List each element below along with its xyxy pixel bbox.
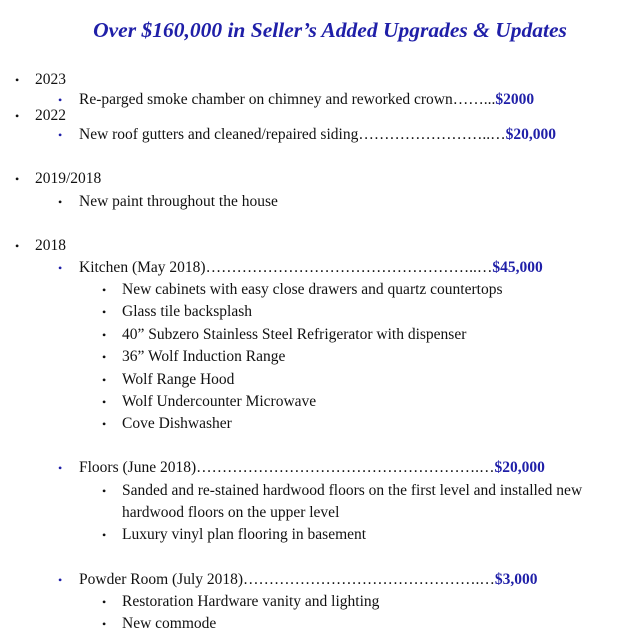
bullet-icon: • (102, 350, 107, 364)
item-text: New paint throughout the house (79, 193, 278, 210)
sub-item-text: New commode (122, 615, 217, 632)
leader-dots: ……………………………………….… (243, 571, 495, 588)
sub-item-text: Wolf Undercounter Microwave (122, 393, 317, 410)
year-label: 2019/2018 (35, 170, 102, 187)
bullet-icon: • (102, 595, 107, 609)
sub-item-text: Luxury vinyl plan flooring in basement (122, 526, 367, 543)
item-text: New roof gutters and cleaned/repaired siding (79, 126, 359, 143)
sub-item-text: hardwood floors on the upper level (122, 504, 340, 521)
bullet-icon: • (58, 461, 63, 475)
bullet-icon: • (15, 239, 20, 253)
bullet-icon: • (102, 617, 107, 631)
bullet-icon: • (58, 261, 63, 275)
year-label: 2023 (35, 71, 66, 88)
sub-item-text: New cabinets with easy close drawers and quartz countertops (122, 281, 503, 298)
item-text: Re-parged smoke chamber on chimney and reworked crown (79, 91, 453, 108)
sub-item-text: 36” Wolf Induction Range (122, 348, 286, 365)
leader-dots: ……………………..… (358, 126, 506, 143)
page-title: Over $160,000 in Seller’s Added Upgrades & Updates (93, 18, 567, 42)
item-text: Kitchen (May 2018) (79, 259, 206, 276)
bullet-icon: • (58, 573, 63, 587)
bullet-icon: • (15, 172, 20, 186)
sub-item-text: Cove Dishwasher (122, 415, 232, 432)
sub-item-text: Sanded and re-stained hardwood floors on the first level and installed new (122, 482, 583, 499)
item-price: $2000 (495, 91, 535, 108)
bullet-icon: • (102, 528, 107, 542)
item-price: $20,000 (494, 459, 545, 476)
bullet-icon: • (58, 195, 63, 209)
item-text: Floors (June 2018) (79, 459, 197, 476)
bullet-icon: • (102, 305, 107, 319)
sub-item-text: Glass tile backsplash (122, 303, 253, 320)
bullet-icon: • (102, 395, 107, 409)
item-price: $20,000 (505, 126, 556, 143)
bullet-icon: • (15, 73, 20, 87)
sub-item-text: Restoration Hardware vanity and lighting (122, 593, 380, 610)
item-price: $3,000 (494, 571, 538, 588)
year-label: 2018 (35, 237, 66, 254)
bullet-icon: • (58, 93, 63, 107)
item-text: Powder Room (July 2018) (79, 571, 244, 588)
bullet-icon: • (102, 484, 107, 498)
bullet-icon: • (15, 109, 20, 123)
item-price: $45,000 (492, 259, 543, 276)
bullet-icon: • (102, 328, 107, 342)
bullet-icon: • (58, 128, 63, 142)
leader-dots: ……………………………………………….… (196, 459, 495, 476)
sub-item-text: 40” Subzero Stainless Steel Refrigerator with dispenser (122, 326, 467, 343)
bullet-icon: • (102, 283, 107, 297)
bullet-icon: • (102, 417, 107, 431)
leader-dots: ……... (452, 91, 496, 108)
year-label: 2022 (35, 107, 66, 124)
bullet-icon: • (102, 373, 107, 387)
leader-dots: ……………………………………………..… (205, 259, 493, 276)
sub-item-text: Wolf Range Hood (122, 371, 235, 388)
